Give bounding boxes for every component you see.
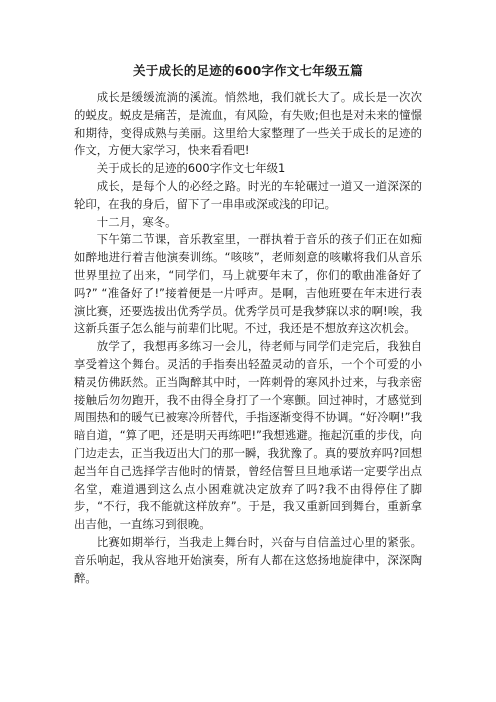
body-paragraph: 下午第二节课，音乐教室里，一群执着于音乐的孩子们正在如痴如醉地进行着吉他演奏训练。“咳咳”，老师刻意的咳嗽将我们从音乐世界里拉了出来，“同学们，马上就要年末了，你们的歌曲准备好了吗?” “准备好了!”接着便是一片呼声。是啊，吉他班要在年末进行表演比赛，还要选拔出优秀学员。优秀学员可是我梦寐以求的啊!唉，我这新兵蛋子怎么能与前辈们比呢。不过，我还是不想放弃这次机会。 <box>74 232 422 336</box>
body-paragraph: 十二月，寒冬。 <box>96 214 177 229</box>
document-title: 关于成长的足迹的600字作文七年级五篇 <box>133 63 363 78</box>
body-paragraph: 成长，是每个人的必经之路。时光的车轮碾过一道又一道深深的轮印，在我的身后，留下了一串串或深或浅的印记。 <box>74 178 422 211</box>
body-paragraph: 比赛如期举行，当我走上舞台时，兴奋与自信盖过心里的紧张。音乐响起，我从容地开始演奏，所有人都在这悠扬地旋律中，深深陶醉。 <box>74 534 422 585</box>
intro-paragraph: 成长是缓缓流淌的溪流。悄然地，我们就长大了。成长是一次次的蜕皮。蜕皮是痛苦，是流血，有风险，有失败;但也是对未来的憧憬和期待，变得成熟与美丽。这里给大家整理了一些关于成长的足迹的作文，方便大家学习，快来看看吧! <box>74 90 422 158</box>
body-paragraph: 放学了，我想再多练习一会儿，待老师与同学们走完后，我独自享受着这个舞台。灵活的手指奏出轻盈灵动的音乐，一个个可爱的小精灵仿佛跃然。正当陶醉其中时，一阵刺骨的寒风扑过来，与我亲密接触后勿勿跑开，我不由得全身打了一个寒颤。回过神时，才感觉到周围热和的暖气已被寒冷所替代，手指逐渐变得不协调。“好冷啊!”我暗自道，“算了吧，还是明天再练吧!”我想逃避。拖起沉重的步伐，向门边走去，正当我迈出大门的那一瞬，我犹豫了。真的要放弃吗?回想起当年自己选择学吉他时的情景，曾经信誓旦旦地承诺一定要学出点名堂，难道遇到这么点小困难就决定放弃了吗?我不由得停住了脚步，“不行，我不能就这样放弃”。于是，我又重新回到舞台，重新拿出吉他，一直练习到很晚。 <box>74 339 422 532</box>
section-heading: 关于成长的足迹的600字作文七年级1 <box>96 161 286 176</box>
